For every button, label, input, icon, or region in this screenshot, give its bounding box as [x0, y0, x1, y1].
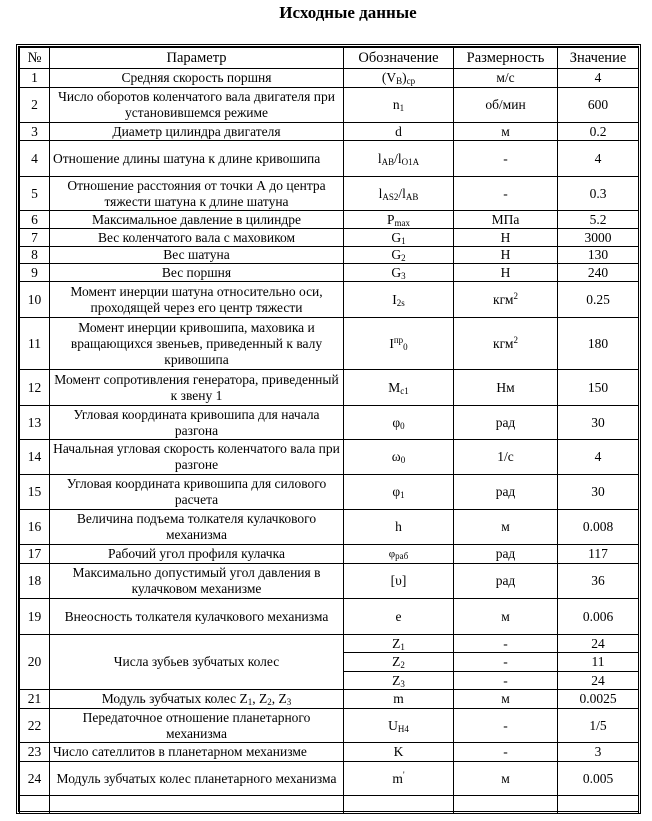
row-number: 11	[20, 318, 50, 370]
dimension-text: м/с	[496, 70, 515, 85]
parameter-cell: Максимальное давление в цилиндре	[50, 211, 344, 229]
parameter-cell: Рабочий угол профиля кулачка	[50, 545, 344, 564]
dimension-cell	[454, 672, 558, 690]
dimension-text: м	[501, 691, 510, 706]
dimension-cell	[454, 475, 558, 510]
parameter-cell: Вес шатуна	[50, 247, 344, 264]
row-number: 3	[20, 123, 50, 141]
symbol-sym-sub: max	[394, 217, 410, 228]
symbol-sym: Z	[392, 635, 401, 651]
source-data-table	[19, 47, 639, 814]
dimension-cell	[454, 211, 558, 229]
parameter-cell: Момент инерции шатуна относительно оси, проходящей через его центр тяжести	[50, 282, 344, 318]
table-row	[20, 264, 639, 282]
symbol-cell	[344, 762, 454, 796]
symbol-sym: I	[392, 291, 397, 307]
value-cell: 0.0025	[558, 690, 639, 709]
row-number: 4	[20, 141, 50, 177]
table-row	[20, 762, 639, 796]
symbol-cell	[344, 510, 454, 545]
symbol-cell	[344, 672, 454, 690]
dimension-text: кгм	[493, 335, 514, 351]
parameter-cell: Числа зубьев зубчатых колес	[50, 635, 344, 690]
row-number: 13	[20, 406, 50, 440]
parameter-cell: Момент инерции кривошипа, маховика и вращающихся звеньев, приведенный к валу кривошипа	[50, 318, 344, 370]
row-number: 24	[20, 762, 50, 796]
value-cell: 0.005	[558, 762, 639, 796]
value-cell: 24	[558, 672, 639, 690]
dimension-cell	[454, 762, 558, 796]
dimension-text: м	[501, 123, 510, 139]
symbol-sym-sub: 0	[400, 420, 405, 431]
row-number: 1	[20, 69, 50, 88]
dimension-cell	[454, 690, 558, 709]
parameter-cell: Отношение расстояния от точки А до центра тяжести шатуна к длине шатуна	[50, 177, 344, 211]
table-row	[20, 123, 639, 141]
dimension-cell	[454, 282, 558, 318]
parameter-cell: Вес коленчатого вала с маховиком	[50, 229, 344, 247]
parameter-cell: Вес поршня	[50, 264, 344, 282]
table-row	[20, 440, 639, 475]
parameter-cell: Модуль зубчатых колес $Z_1$, $Z_2$, $Z_3$	[50, 690, 344, 709]
row-number: 5	[20, 177, 50, 211]
value-cell: 180	[558, 318, 639, 370]
symbol-cell	[344, 635, 454, 653]
page-title: Исходные данные	[279, 3, 417, 22]
symbol-sym: e	[395, 608, 402, 624]
parameter-cell: Число сателлитов в планетарном механизме	[50, 743, 344, 762]
symbol-sym: m	[392, 770, 403, 786]
header-symbol: Обозначение	[344, 48, 454, 69]
symbol-sym-tail-sub: 0	[403, 341, 408, 352]
symbol-sym: G	[391, 229, 402, 245]
row-number: 21	[20, 690, 50, 709]
symbol-sym-sub: AS2	[382, 191, 399, 202]
value-cell: 0.3	[558, 177, 639, 211]
dimension-cell	[454, 318, 558, 370]
dimension-text: кгм	[493, 291, 514, 307]
parameter-cell: Начальная угловая скорость коленчатого вала при разгоне	[50, 440, 344, 475]
table-row	[20, 475, 639, 510]
symbol-sym: d	[395, 123, 402, 139]
value-cell: 0.006	[558, 599, 639, 635]
dimension-cell	[454, 709, 558, 743]
symbol-sym-sub: 1	[400, 641, 405, 652]
symbol-sym-sub: 1	[401, 235, 406, 246]
table-row	[20, 709, 639, 743]
dimension-text: м	[501, 608, 510, 624]
parameter-cell: Угловая координата кривошипа для силового расчета	[50, 475, 344, 510]
symbol-sym: l	[377, 150, 382, 166]
symbol-sym: n	[392, 97, 400, 112]
dimension-cell	[454, 229, 558, 247]
dimension-text: -	[503, 654, 508, 669]
symbol-sym-tail: )	[402, 70, 407, 85]
dimension-cell	[454, 743, 558, 762]
symbol-sym-tail-sub: ср	[406, 76, 416, 86]
value-cell: 4	[558, 141, 639, 177]
symbol-sym-sub: раб	[395, 551, 409, 561]
table-row	[20, 88, 639, 123]
symbol-cell	[344, 475, 454, 510]
parameter-cell: Диаметр цилиндра двигателя	[50, 123, 344, 141]
row-number: 23	[20, 743, 50, 762]
symbol-sym-sub: 2s	[396, 297, 405, 308]
dimension-text: -	[503, 744, 508, 759]
row-number: 12	[20, 370, 50, 406]
dimension-text: Н	[500, 229, 511, 245]
symbol-cell	[344, 796, 454, 814]
value-cell: 240	[558, 264, 639, 282]
value-cell: 0.25	[558, 282, 639, 318]
symbol-cell	[344, 69, 454, 88]
dimension-cell	[454, 564, 558, 599]
dimension-exponent: 2	[513, 290, 518, 301]
symbol-sym-sub: 0	[400, 455, 406, 465]
symbol-sym: φ	[392, 414, 401, 430]
row-number: 2	[20, 88, 50, 123]
value-cell: 117	[558, 545, 639, 564]
row-number: 9	[20, 264, 50, 282]
symbol-cell	[344, 123, 454, 141]
row-number: 18	[20, 564, 50, 599]
table-row	[20, 564, 639, 599]
row-number: 19	[20, 599, 50, 635]
symbol-sym-sup: '	[402, 769, 405, 780]
dimension-cell	[454, 141, 558, 177]
symbol-sym-sub: 1	[399, 103, 405, 113]
value-cell: 3	[558, 743, 639, 762]
dimension-text: рад	[495, 414, 516, 430]
symbol-sym: φ	[392, 484, 401, 499]
dimension-text: рад	[495, 546, 516, 561]
symbol-sym-sup: пр	[393, 334, 404, 345]
parameter-cell: Число оборотов коленчатого вала двигателя при установившемся режиме	[50, 88, 344, 123]
header-parameter: Параметр	[50, 48, 344, 69]
header-dimension: Размерность	[454, 48, 558, 69]
table-row	[20, 370, 639, 406]
table-row	[20, 510, 639, 545]
symbol-sym: Z	[392, 654, 401, 669]
row-number: 10	[20, 282, 50, 318]
dimension-text: -	[503, 717, 508, 733]
row-number: 15	[20, 475, 50, 510]
symbol-cell	[344, 141, 454, 177]
value-cell: 0.2	[558, 123, 639, 141]
dimension-text: м	[501, 519, 510, 534]
symbol-cell	[344, 440, 454, 475]
table-row	[20, 141, 639, 177]
dimension-cell	[454, 370, 558, 406]
dimension-text: Н	[500, 264, 511, 280]
row-number: 16	[20, 510, 50, 545]
symbol-cell	[344, 690, 454, 709]
dimension-cell	[454, 545, 558, 564]
value-cell: 3000	[558, 229, 639, 247]
symbol-sym: U	[388, 717, 398, 733]
empty-row	[20, 796, 639, 814]
dimension-cell	[454, 264, 558, 282]
dimension-exponent: 2	[513, 334, 518, 345]
table-row	[20, 635, 639, 653]
value-cell: 150	[558, 370, 639, 406]
symbol-sym-tail: /l	[398, 185, 406, 201]
symbol-cell	[344, 709, 454, 743]
symbol-sym: M	[388, 379, 401, 395]
table-row	[20, 599, 639, 635]
dimension-cell	[454, 247, 558, 264]
symbol-sym: φ	[388, 548, 396, 560]
table-row	[20, 229, 639, 247]
symbol-sym-sub: 2	[401, 253, 406, 263]
dimension-text: -	[503, 672, 508, 688]
value-cell: 4	[558, 69, 639, 88]
parameter-cell: Угловая координата кривошипа для начала разгона	[50, 406, 344, 440]
value-cell: 30	[558, 475, 639, 510]
table-row	[20, 318, 639, 370]
dimension-text: рад	[495, 573, 516, 588]
symbol-cell	[344, 599, 454, 635]
dimension-cell	[454, 796, 558, 814]
parameter-cell: Средняя скорость поршня	[50, 69, 344, 88]
value-cell	[558, 796, 639, 814]
value-cell: 5.2	[558, 211, 639, 229]
dimension-cell	[454, 599, 558, 635]
row-number	[20, 796, 50, 814]
symbol-sym: l	[378, 185, 383, 201]
dimension-text: -	[503, 635, 508, 651]
symbol-cell	[344, 88, 454, 123]
symbol-sym: P	[386, 211, 395, 227]
table-row	[20, 690, 639, 709]
parameter-cell: Внеосность толкателя кулачкового механизма	[50, 599, 344, 635]
dimension-cell	[454, 123, 558, 141]
value-cell: 36	[558, 564, 639, 599]
table-row	[20, 211, 639, 229]
table-row	[20, 69, 639, 88]
dimension-text: 1/с	[497, 449, 514, 464]
parameter-cell: Отношение длины шатуна к длине кривошипа	[50, 141, 344, 177]
symbol-cell	[344, 743, 454, 762]
symbol-cell	[344, 318, 454, 370]
parameter-cell: Величина подъема толкателя кулачкового механизма	[50, 510, 344, 545]
symbol-sym: Z	[392, 672, 401, 688]
symbol-sym-sub: B	[396, 76, 403, 86]
symbol-sym: [υ]	[390, 573, 407, 588]
row-number: 14	[20, 440, 50, 475]
value-cell: 30	[558, 406, 639, 440]
symbol-sym: G	[391, 247, 402, 262]
symbol-cell	[344, 545, 454, 564]
dimension-cell	[454, 653, 558, 672]
row-number: 17	[20, 545, 50, 564]
symbol-sym-sub: AB	[381, 156, 395, 167]
value-cell: 130	[558, 247, 639, 264]
symbol-sym-sub: c1	[400, 385, 409, 396]
symbol-sym: ω	[391, 449, 401, 464]
symbol-cell	[344, 229, 454, 247]
dimension-text: -	[503, 150, 508, 166]
symbol-sym: h	[395, 519, 402, 534]
symbol-cell	[344, 370, 454, 406]
header-row	[20, 48, 639, 69]
dimension-cell	[454, 510, 558, 545]
symbol-cell	[344, 211, 454, 229]
symbol-cell	[344, 282, 454, 318]
table-row	[20, 406, 639, 440]
parameter-cell: Передаточное отношение планетарного механизма	[50, 709, 344, 743]
dimension-cell	[454, 635, 558, 653]
parameter-cell: Максимально допустимый угол давления в кулачковом механизме	[50, 564, 344, 599]
symbol-sym: G	[391, 264, 402, 280]
symbol-cell	[344, 564, 454, 599]
dimension-cell	[454, 69, 558, 88]
symbol-sym: I	[389, 335, 394, 351]
dimension-text: Нм	[496, 379, 515, 395]
value-cell: 0.008	[558, 510, 639, 545]
row-number: 7	[20, 229, 50, 247]
symbol-cell	[344, 653, 454, 672]
header-num: №	[20, 48, 50, 69]
dimension-text: Н	[500, 247, 511, 262]
symbol-sym-sub: 2	[400, 660, 405, 670]
symbol-cell	[344, 406, 454, 440]
row-number: 20	[20, 635, 50, 690]
symbol-sym-sub: 3	[400, 678, 405, 689]
row-number: 8	[20, 247, 50, 264]
dimension-cell	[454, 440, 558, 475]
value-cell: 11	[558, 653, 639, 672]
symbol-cell	[344, 247, 454, 264]
value-cell: 600	[558, 88, 639, 123]
symbol-sym: (V	[381, 70, 397, 85]
header-value: Значение	[558, 48, 639, 69]
dimension-cell	[454, 177, 558, 211]
table-row	[20, 545, 639, 564]
table-row	[20, 743, 639, 762]
parameter-cell	[50, 796, 344, 814]
row-number: 6	[20, 211, 50, 229]
symbol-sym-sub: 1	[400, 490, 405, 500]
table-row	[20, 177, 639, 211]
dimension-text: об/мин	[485, 97, 526, 112]
symbol-sym-sub: 3	[401, 270, 406, 281]
dimension-text: МПа	[491, 211, 520, 227]
parameter-cell: Модуль зубчатых колес планетарного механизма	[50, 762, 344, 796]
symbol-sym: m	[393, 691, 404, 706]
value-cell: 1/5	[558, 709, 639, 743]
symbol-cell	[344, 264, 454, 282]
dimension-text: -	[503, 185, 508, 201]
symbol-sym-tail: /l	[394, 150, 402, 166]
symbol-cell	[344, 177, 454, 211]
symbol-sym: K	[393, 744, 404, 759]
table-row	[20, 247, 639, 264]
table-row	[20, 282, 639, 318]
dimension-cell	[454, 406, 558, 440]
symbol-sym-tail-sub: O1A	[401, 156, 420, 167]
symbol-sym-sub: H4	[397, 723, 409, 734]
dimension-text: м	[501, 770, 510, 786]
symbol-sym-tail-sub: AB	[405, 191, 419, 202]
value-cell: 4	[558, 440, 639, 475]
row-number: 22	[20, 709, 50, 743]
parameter-cell: Момент сопротивления генератора, приведенный к звену 1	[50, 370, 344, 406]
value-cell: 24	[558, 635, 639, 653]
dimension-cell	[454, 88, 558, 123]
dimension-text: рад	[495, 484, 516, 499]
